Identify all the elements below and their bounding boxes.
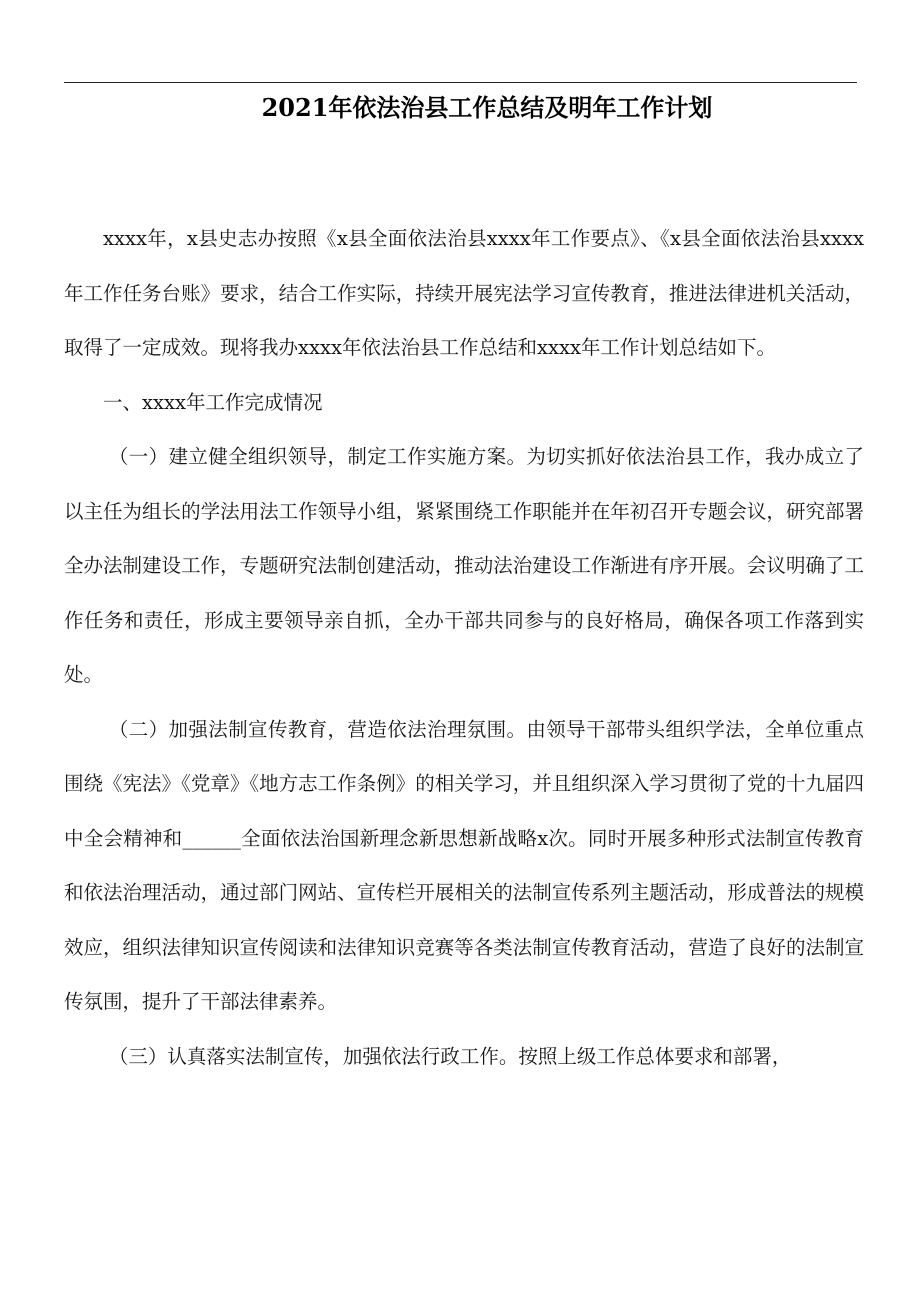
document-title: 2021年依法治县工作总结及明年工作计划 (261, 93, 713, 122)
section-heading: 一、xxxx年工作完成情况 (103, 390, 323, 414)
header-rule (64, 82, 857, 83)
subsection-paragraph: （三）认真落实法制宣传，加强依法行政工作。按照上级工作总体要求和部署， (108, 1044, 792, 1068)
document-body (64, 212, 864, 1084)
subsection-paragraph: （二）加强法制宣传教育，营造依法治理氛围。由领导干部带头组织学法，全单位重点围绕《宪法》《党章》《地方志工作条例》的相关学习，并且组织深入学习贯彻了党的十九届四中全会精神和______全面依法治国新理念新思想新战略x次。同时开展多种形式法制宣传教育和依法治理活动，通过部门网站、宣传栏开展相关的法制宣传系列主题活动，形成普法的规模效应，组织法律知识宣传阅读和法律知识竞赛等各类法制宣传教育活动，营造了良好的法制宣传氛围，提升了干部法律素养。 (64, 717, 864, 1013)
subsection-paragraph: （一）建立健全组织领导，制定工作实施方案。为切实抓好依法治县工作，我办成立了以主任为组长的学法用法工作领导小组，紧紧围绕工作职能并在年初召开专题会议，研究部署全办法制建设工作，专题研究法制创建活动，推动法治建设工作渐进有序开展。会议明确了工作任务和责任，形成主要领导亲自抓，全办干部共同参与的良好格局，确保各项工作落到实处。 (64, 445, 864, 686)
intro-paragraph: xxxx年，x县史志办按照《x县全面依法治县xxxx年工作要点》、《x县全面依法治县xxxx年工作任务台账》要求，结合工作实际，持续开展宪法学习宣传教育，推进法律进机关活动，取得了一定成效。现将我办xxxx年依法治县工作总结和xxxx年工作计划总结如下。 (64, 227, 864, 359)
